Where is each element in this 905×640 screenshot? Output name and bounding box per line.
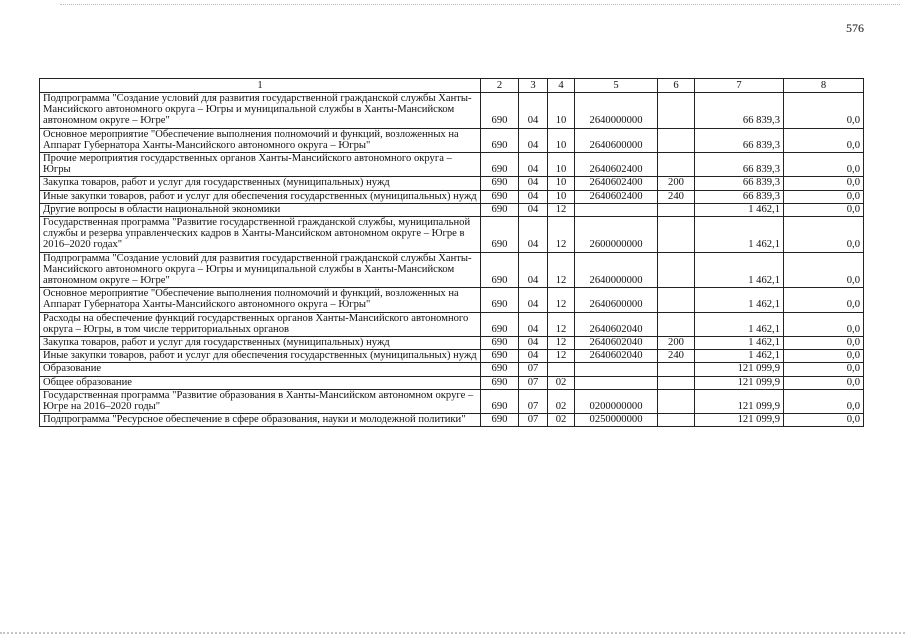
code-ved: 690 — [481, 177, 519, 190]
code-rz: 04 — [519, 312, 548, 336]
row-name: Прочие мероприятия государственных органов Ханты-Мансийского автономного округа – Югры — [40, 153, 481, 177]
table-row — [40, 414, 864, 427]
amount: 1 462,1 — [695, 350, 784, 363]
code-csr — [575, 376, 658, 389]
code-csr: 2640600000 — [575, 288, 658, 312]
amount-2: 0,0 — [784, 93, 864, 129]
table-row — [40, 217, 864, 253]
code-vr: 240 — [658, 190, 695, 203]
code-csr: 2640602040 — [575, 337, 658, 350]
table-row — [40, 252, 864, 288]
code-ved: 690 — [481, 153, 519, 177]
code-pr: 10 — [548, 93, 575, 129]
amount: 1 462,1 — [695, 252, 784, 288]
table-row — [40, 337, 864, 350]
code-csr — [575, 203, 658, 216]
code-csr — [575, 363, 658, 376]
row-name: Подпрограмма "Создание условий для развития государственной гражданской службы Ханты-Мансийского автономного округа – Югры и муниципальной службы в Ханты-Мансийском автономном округе – Югре" — [40, 93, 481, 129]
code-csr: 0200000000 — [575, 389, 658, 413]
code-vr: 200 — [658, 177, 695, 190]
code-vr — [658, 389, 695, 413]
row-name: Расходы на обеспечение функций государственных органов Ханты-Мансийского автономного округа – Югры, в том числе территориальных органов — [40, 312, 481, 336]
column-header: 1 — [40, 79, 481, 93]
row-name: Подпрограмма "Создание условий для развития государственной гражданской службы Ханты-Мансийского автономного округа – Югры и муниципальной службы в Ханты-Мансийском автономном округе – Югре" — [40, 252, 481, 288]
amount-2: 0,0 — [784, 177, 864, 190]
column-header: 8 — [784, 79, 864, 93]
code-pr: 02 — [548, 376, 575, 389]
row-name: Подпрограмма "Ресурсное обеспечение в сфере образования, науки и молодежной политики" — [40, 414, 481, 427]
page-number: 576 — [846, 21, 864, 35]
code-vr — [658, 376, 695, 389]
amount: 121 099,9 — [695, 389, 784, 413]
code-pr: 12 — [548, 217, 575, 253]
code-pr: 02 — [548, 414, 575, 427]
code-pr: 10 — [548, 190, 575, 203]
amount: 66 839,3 — [695, 177, 784, 190]
code-vr — [658, 153, 695, 177]
table-row — [40, 312, 864, 336]
code-pr: 02 — [548, 389, 575, 413]
row-name: Закупка товаров, работ и услуг для государственных (муниципальных) нужд — [40, 177, 481, 190]
amount: 66 839,3 — [695, 153, 784, 177]
code-vr — [658, 363, 695, 376]
table-row — [40, 350, 864, 363]
code-rz: 04 — [519, 177, 548, 190]
code-ved: 690 — [481, 389, 519, 413]
code-rz: 04 — [519, 337, 548, 350]
row-name: Государственная программа "Развитие государственной гражданской службы, муниципальной службы и резерва управленческих кадров в Ханты-Мансийском автономном округе – Югре в 2016–2020 годах" — [40, 217, 481, 253]
code-ved: 690 — [481, 414, 519, 427]
code-csr: 2640602040 — [575, 312, 658, 336]
amount-2: 0,0 — [784, 312, 864, 336]
row-name: Основное мероприятие "Обеспечение выполнения полномочий и функций, возложенных на Аппарат Губернатора Ханты-Мансийского автономного округа – Югры" — [40, 288, 481, 312]
code-pr: 12 — [548, 337, 575, 350]
code-vr — [658, 93, 695, 129]
column-header: 4 — [548, 79, 575, 93]
row-name: Общее образование — [40, 376, 481, 389]
code-vr — [658, 312, 695, 336]
column-header: 6 — [658, 79, 695, 93]
amount: 1 462,1 — [695, 203, 784, 216]
code-ved: 690 — [481, 128, 519, 152]
column-header: 5 — [575, 79, 658, 93]
code-pr: 12 — [548, 203, 575, 216]
amount: 121 099,9 — [695, 414, 784, 427]
code-ved: 690 — [481, 203, 519, 216]
code-pr: 10 — [548, 153, 575, 177]
amount-2: 0,0 — [784, 128, 864, 152]
code-ved: 690 — [481, 350, 519, 363]
amount-2: 0,0 — [784, 363, 864, 376]
code-rz: 07 — [519, 376, 548, 389]
code-ved: 690 — [481, 312, 519, 336]
table-row — [40, 190, 864, 203]
table-row — [40, 376, 864, 389]
code-pr — [548, 363, 575, 376]
code-pr: 10 — [548, 177, 575, 190]
code-rz: 04 — [519, 203, 548, 216]
table-row — [40, 153, 864, 177]
code-vr — [658, 288, 695, 312]
amount: 1 462,1 — [695, 337, 784, 350]
code-rz: 04 — [519, 128, 548, 152]
code-ved: 690 — [481, 288, 519, 312]
table-row — [40, 363, 864, 376]
row-name: Закупка товаров, работ и услуг для государственных (муниципальных) нужд — [40, 337, 481, 350]
code-vr: 200 — [658, 337, 695, 350]
column-header: 7 — [695, 79, 784, 93]
amount-2: 0,0 — [784, 190, 864, 203]
code-rz: 04 — [519, 252, 548, 288]
code-csr: 2640602400 — [575, 153, 658, 177]
code-pr: 12 — [548, 350, 575, 363]
amount-2: 0,0 — [784, 337, 864, 350]
amount-2: 0,0 — [784, 217, 864, 253]
amount-2: 0,0 — [784, 376, 864, 389]
code-vr — [658, 414, 695, 427]
table-row — [40, 177, 864, 190]
amount: 66 839,3 — [695, 128, 784, 152]
row-name: Другие вопросы в области национальной экономики — [40, 203, 481, 216]
code-csr: 2640000000 — [575, 93, 658, 129]
code-vr — [658, 217, 695, 253]
code-rz: 07 — [519, 363, 548, 376]
amount-2: 0,0 — [784, 252, 864, 288]
header-row — [40, 79, 864, 93]
amount: 1 462,1 — [695, 288, 784, 312]
code-ved: 690 — [481, 190, 519, 203]
code-vr — [658, 252, 695, 288]
row-name: Образование — [40, 363, 481, 376]
code-rz: 07 — [519, 389, 548, 413]
amount: 66 839,3 — [695, 190, 784, 203]
code-pr: 12 — [548, 252, 575, 288]
code-rz: 04 — [519, 288, 548, 312]
code-rz: 04 — [519, 190, 548, 203]
code-ved: 690 — [481, 93, 519, 129]
budget-table — [39, 78, 864, 427]
row-name: Иные закупки товаров, работ и услуг для обеспечения государственных (муниципальных) нужд — [40, 350, 481, 363]
column-header: 2 — [481, 79, 519, 93]
table-row — [40, 93, 864, 129]
code-csr: 2640602040 — [575, 350, 658, 363]
code-pr: 12 — [548, 288, 575, 312]
table-row — [40, 203, 864, 216]
code-csr: 2640000000 — [575, 252, 658, 288]
code-vr — [658, 128, 695, 152]
table-row — [40, 288, 864, 312]
code-pr: 12 — [548, 312, 575, 336]
code-rz: 07 — [519, 414, 548, 427]
code-csr: 2640602400 — [575, 177, 658, 190]
amount-2: 0,0 — [784, 350, 864, 363]
scan-edge-bottom — [0, 632, 905, 634]
code-ved: 690 — [481, 376, 519, 389]
table-row — [40, 128, 864, 152]
amount: 1 462,1 — [695, 217, 784, 253]
code-rz: 04 — [519, 153, 548, 177]
amount: 66 839,3 — [695, 93, 784, 129]
code-ved: 690 — [481, 337, 519, 350]
amount-2: 0,0 — [784, 288, 864, 312]
code-csr: 2640600000 — [575, 128, 658, 152]
scan-edge-top — [60, 4, 900, 5]
amount-2: 0,0 — [784, 389, 864, 413]
code-vr — [658, 203, 695, 216]
code-csr: 2640602400 — [575, 190, 658, 203]
code-rz: 04 — [519, 93, 548, 129]
column-header: 3 — [519, 79, 548, 93]
code-csr: 0250000000 — [575, 414, 658, 427]
amount: 1 462,1 — [695, 312, 784, 336]
code-ved: 690 — [481, 217, 519, 253]
code-rz: 04 — [519, 350, 548, 363]
row-name: Иные закупки товаров, работ и услуг для обеспечения государственных (муниципальных) нужд — [40, 190, 481, 203]
amount-2: 0,0 — [784, 414, 864, 427]
code-ved: 690 — [481, 252, 519, 288]
row-name: Основное мероприятие "Обеспечение выполнения полномочий и функций, возложенных на Аппарат Губернатора Ханты-Мансийского автономного округа – Югры" — [40, 128, 481, 152]
amount-2: 0,0 — [784, 203, 864, 216]
row-name: Государственная программа "Развитие образования в Ханты-Мансийском автономном округе – Югре на 2016–2020 годы" — [40, 389, 481, 413]
code-ved: 690 — [481, 363, 519, 376]
code-pr: 10 — [548, 128, 575, 152]
code-rz: 04 — [519, 217, 548, 253]
amount: 121 099,9 — [695, 363, 784, 376]
amount-2: 0,0 — [784, 153, 864, 177]
table-row — [40, 389, 864, 413]
amount: 121 099,9 — [695, 376, 784, 389]
code-vr: 240 — [658, 350, 695, 363]
code-csr: 2600000000 — [575, 217, 658, 253]
